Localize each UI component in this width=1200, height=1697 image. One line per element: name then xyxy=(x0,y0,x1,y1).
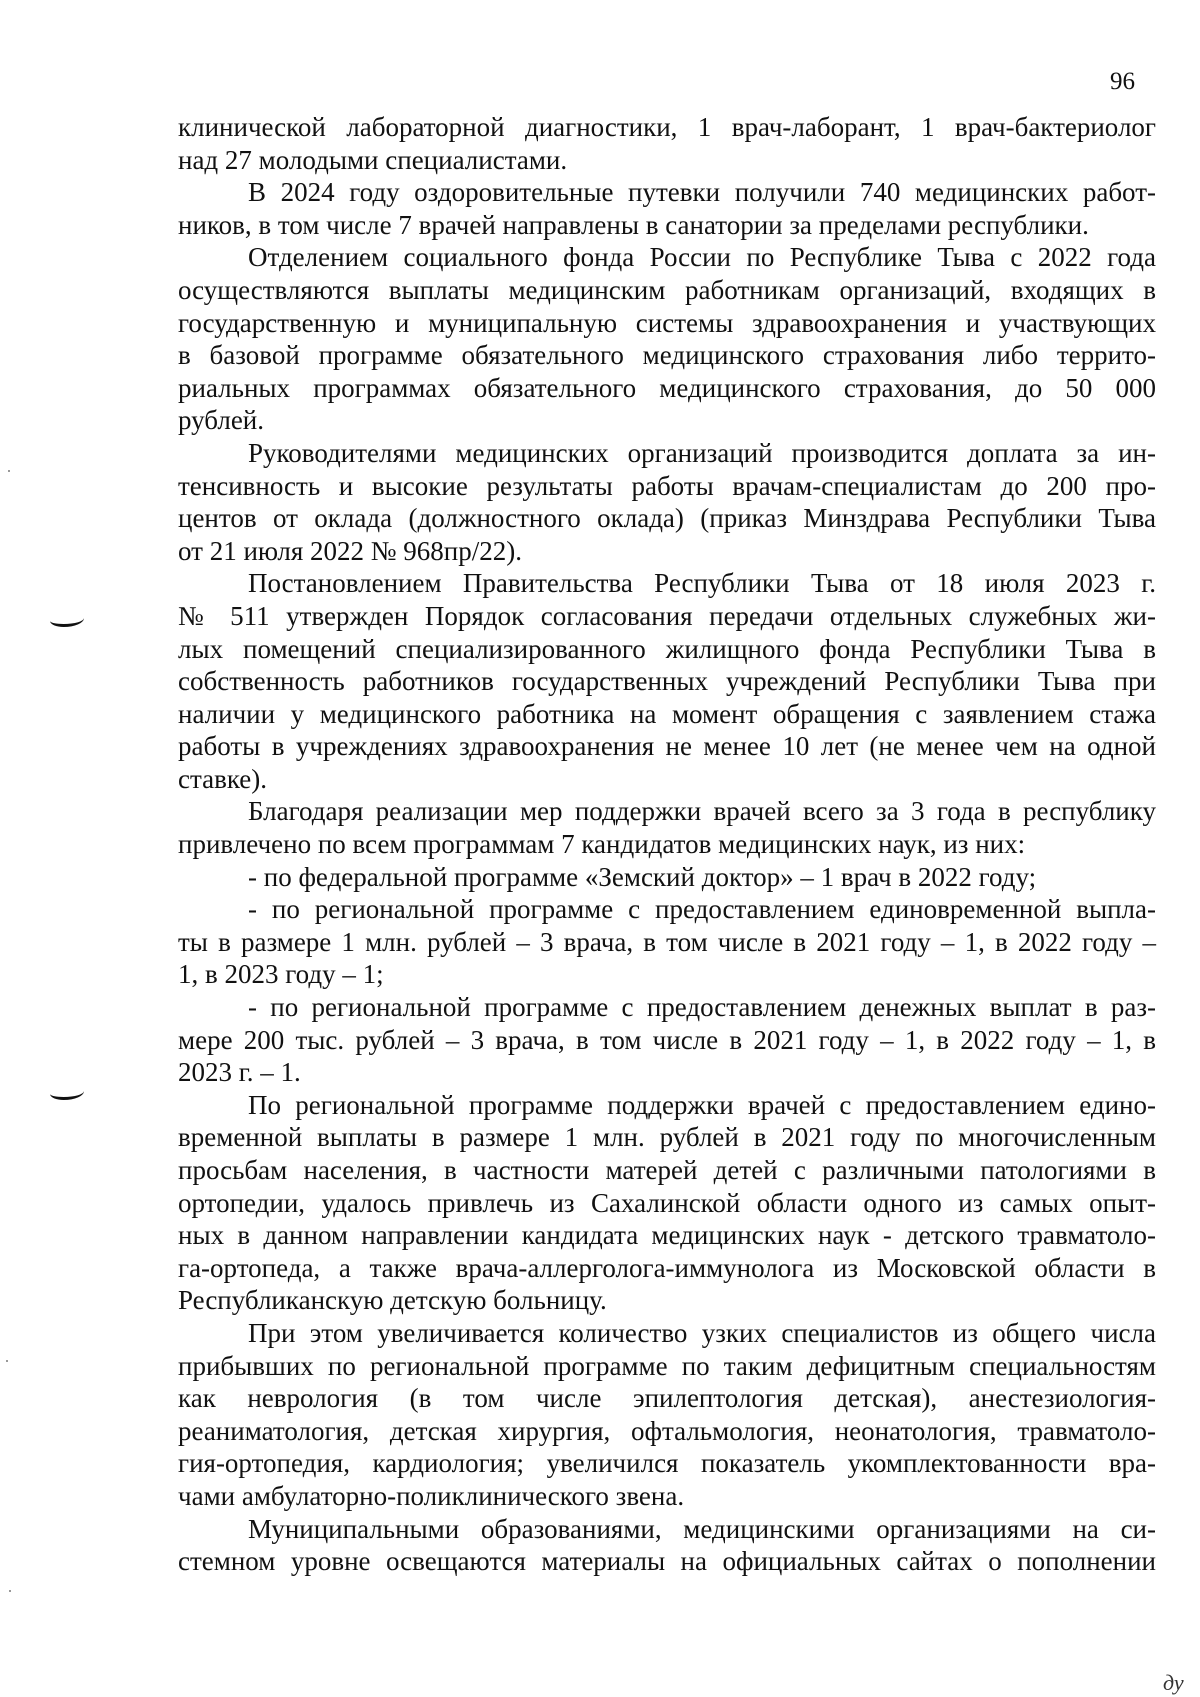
text-line: государственную и муниципальную системы здравоохранения и участвующих xyxy=(178,307,1156,338)
text-line: лых помещений специализированного жилищного фонда Республики Тыва в xyxy=(178,633,1156,664)
text-line: чами амбулаторно-поликлинического звена. xyxy=(178,1480,685,1511)
text-line: - по региональной программе с предоставлением денежных выплат в раз- xyxy=(248,992,1156,1023)
text-line: По региональной программе поддержки врачей с предоставлением едино- xyxy=(248,1089,1156,1120)
text-line: от 21 июля 2022 № 968пр/22). xyxy=(178,535,522,566)
document-body xyxy=(178,111,1156,1578)
text-line: ортопедии, удалось привлечь из Сахалинской области одного из самых опыт- xyxy=(178,1187,1156,1218)
text-line: стемном уровне освещаются материалы на официальных сайтах о пополнении xyxy=(178,1546,1156,1577)
text-line: га-ортопеда, а также врача-аллерголога-иммунолога из Московской области в xyxy=(178,1252,1156,1283)
text-line: прибывших по региональной программе по таким дефицитным специальностям xyxy=(178,1350,1156,1381)
text-line: клинической лабораторной диагностики, 1 врач-лаборант, 1 врач-бактериолог xyxy=(178,112,1156,142)
punch-hole-mark xyxy=(50,1085,84,1100)
text-line: над 27 молодыми специалистами. xyxy=(178,144,568,175)
text-line: В 2024 году оздоровительные путевки получили 740 медицинских работ- xyxy=(248,177,1156,208)
scan-speck xyxy=(9,1590,11,1592)
text-line: Республиканскую детскую больницу. xyxy=(178,1285,607,1316)
text-line: гия-ортопедия, кардиология; увеличился показатель укомплектованности вра- xyxy=(178,1448,1156,1479)
text-line: 2023 г. – 1. xyxy=(178,1057,301,1088)
text-line: Постановлением Правительства Республики Тыва от 18 июля 2023 г. xyxy=(248,568,1156,599)
text-line: Отделением социального фонда России по Республике Тыва с 2022 года xyxy=(248,242,1156,273)
text-line: в базовой программе обязательного медицинского страхования либо террито- xyxy=(178,340,1156,371)
text-line: привлечено по всем программам 7 кандидатов медицинских наук, из них: xyxy=(178,829,1026,860)
text-line: риальных программах обязательного медицинского страхования, до 50 000 xyxy=(178,372,1156,403)
text-line: № 511 утвержден Порядок согласования передачи отдельных служебных жи- xyxy=(178,600,1156,631)
punch-hole-mark xyxy=(50,612,84,627)
text-line: ных в данном направлении кандидата медицинских наук - детского травматоло- xyxy=(178,1220,1156,1251)
text-line: временной выплаты в размере 1 млн. рублей в 2021 году по многочисленным xyxy=(178,1122,1156,1153)
text-line: рублей. xyxy=(178,405,265,436)
text-line: как неврология (в том числе эпилептология детская), анестезиология- xyxy=(178,1383,1156,1414)
text-line: центов от оклада (должностного оклада) (приказ Минздрава Республики Тыва xyxy=(178,503,1156,534)
text-line: реаниматология, детская хирургия, офтальмология, неонатология, травматоло- xyxy=(178,1415,1156,1446)
text-line: осуществляются выплаты медицинским работникам организаций, входящих в xyxy=(178,274,1156,305)
text-line: ников, в том числе 7 врачей направлены в санатории за пределами республики. xyxy=(178,209,1089,240)
text-line: собственность работников государственных учреждений Республики Тыва при xyxy=(178,666,1156,697)
text-line: Руководителями медицинских организаций производится доплата за ин- xyxy=(248,437,1156,468)
text-line: просьбам населения, в частности матерей детей с различными патологиями в xyxy=(178,1155,1156,1185)
text-line: При этом увеличивается количество узких специалистов из общего числа xyxy=(248,1317,1156,1348)
text-line: 1, в 2023 году – 1; xyxy=(178,959,384,990)
text-line: ставке). xyxy=(178,763,268,794)
text-line: тенсивность и высокие результаты работы врачам-специалистам до 200 про- xyxy=(178,470,1156,501)
text-line: Муниципальными образованиями, медицинскими организациями на си- xyxy=(248,1513,1156,1544)
scan-speck xyxy=(8,470,10,472)
text-line: работы в учреждениях здравоохранения не менее 10 лет (не менее чем на одной xyxy=(178,731,1156,762)
text-line: - по федеральной программе «Земский доктор» – 1 врач в 2022 году; xyxy=(248,861,1037,892)
text-line: мере 200 тыс. рублей – 3 врача, в том числе в 2021 году – 1, в 2022 году – 1, в xyxy=(178,1024,1156,1055)
text-line: Благодаря реализации мер поддержки врачей всего за 3 года в республику xyxy=(248,796,1156,827)
text-line: - по региональной программе с предоставлением единовременной выпла- xyxy=(248,894,1156,925)
page-number: 96 xyxy=(1110,68,1135,95)
text-line: ты в размере 1 млн. рублей – 3 врача, в том числе в 2021 году – 1, в 2022 году – xyxy=(178,926,1156,957)
text-line: наличии у медицинского работника на момент обращения с заявлением стажа xyxy=(178,698,1156,729)
scan-speck xyxy=(6,1360,8,1362)
handwritten-note: ду xyxy=(1163,1670,1184,1695)
